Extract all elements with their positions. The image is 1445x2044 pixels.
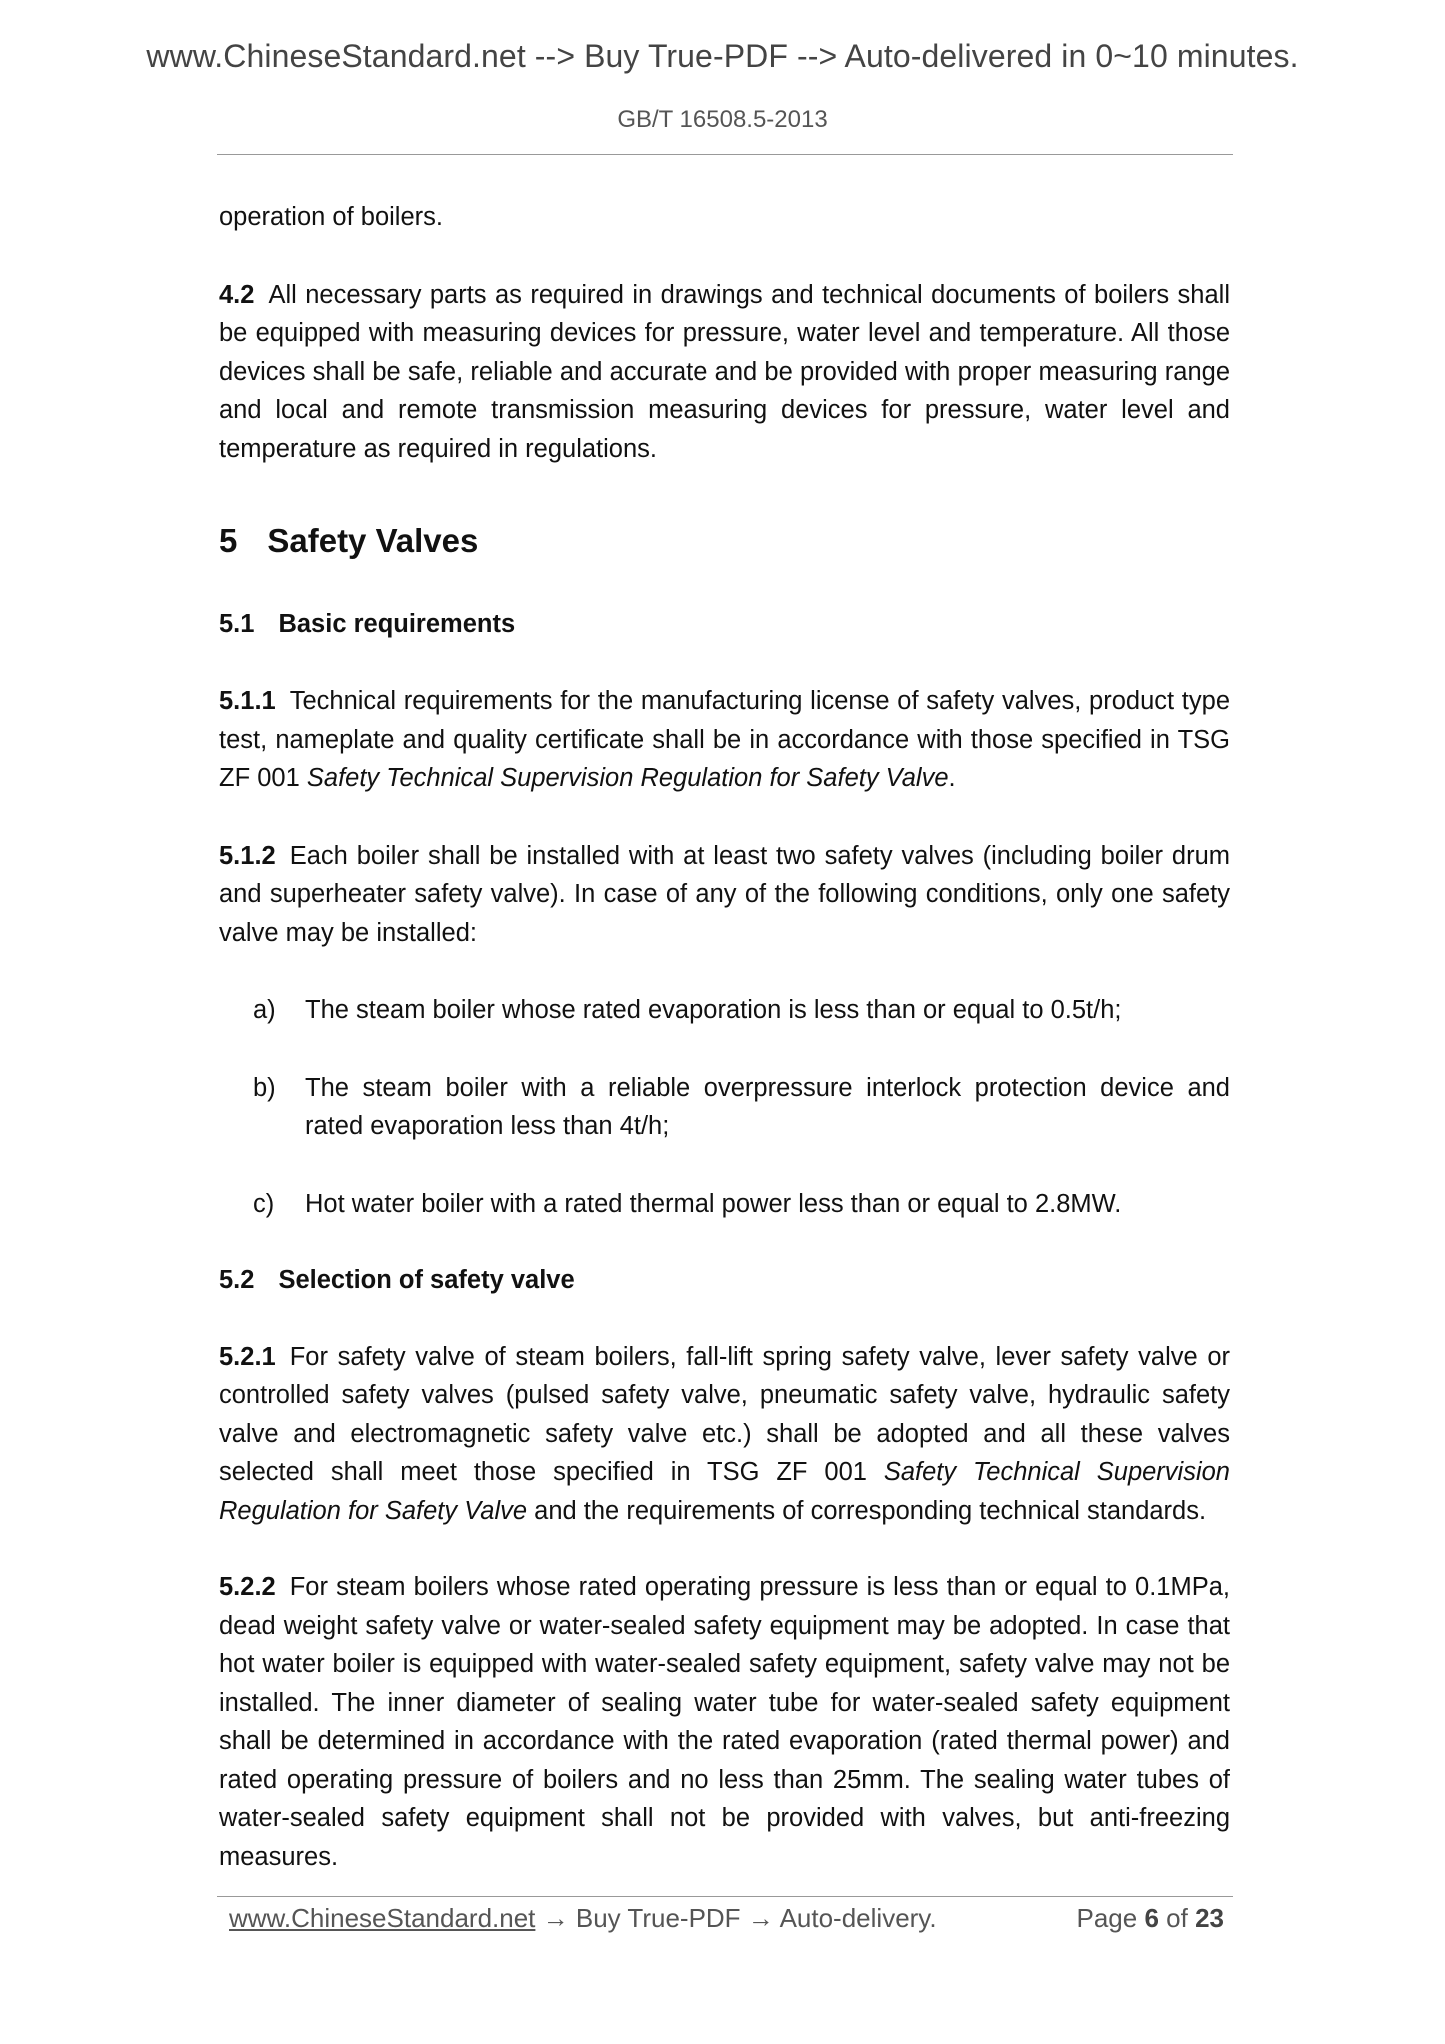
list-label: a) <box>253 996 276 1024</box>
section-5-2-heading <box>219 1261 1230 1300</box>
list-text: Hot water boiler with a rated thermal power less than or equal to 2.8MW. <box>305 1189 1122 1218</box>
header-divider <box>217 154 1233 155</box>
clause-number: 5.2.1 <box>219 1342 276 1371</box>
page-total: 23 <box>1195 1903 1224 1933</box>
clause-number: 5.2.2 <box>219 1573 276 1601</box>
page-word: Page <box>1076 1903 1138 1933</box>
regulation-title: Safety Technical Supervision Regulation for Safety Valve <box>219 1458 1230 1525</box>
standard-number: GB/T 16508.5-2013 <box>617 106 828 133</box>
footer-divider <box>217 1896 1233 1897</box>
of-word: of <box>1166 1903 1188 1933</box>
section-title: Basic requirements <box>278 609 516 638</box>
clause-text: All necessary parts as required in drawings and technical documents of boilers shall be equipped with measuring devices for pressure, water level and temperature. All those devices shall be safe, reliable and accurate and be provided with proper measuring range and local and remote transmission measuring devices for pressure, water level and temperature as required in regulations. <box>219 280 1230 463</box>
clause-text: For steam boilers whose rated operating pressure is less than or equal to 0.1MPa, dead weight safety valve or water-sealed safety equipment may be adopted. In case that hot water boiler is equipped with water-sealed safety equipment, safety valve may not be installed. The inner diameter of sealing water tube for water-sealed safety equipment shall be determined in accordance with the rated evaporation (rated thermal power) and rated operating pressure of boilers and no less than 25mm. The sealing water tubes of water-sealed safety equipment shall not be provided with valves, but anti-freezing measures. <box>219 1573 1230 1871</box>
clause-text: Each boiler shall be installed with at least two safety valves (including boiler drum and superheater safety valve). In case of any of the following conditions, only one safety valve may be installed: <box>219 841 1230 947</box>
clause-5-2-2 <box>219 1568 1230 1876</box>
clause-5-2-1 <box>219 1338 1230 1531</box>
continuation-text: operation of boilers. <box>219 203 443 231</box>
clause-text: Technical requirements for the manufacturing license of safety valves, product type test, nameplate and quality certificate shall be in accordance with those specified in TSG ZF 001 <box>219 687 1230 792</box>
list-item <box>219 1069 1230 1146</box>
section-title: Safety Valves <box>267 522 479 559</box>
list-label: b) <box>253 1073 276 1102</box>
clause-text-end: . <box>948 764 956 792</box>
document-body <box>219 198 1230 1876</box>
clause-number: 5.1.2 <box>219 841 276 870</box>
footer-buy-text: → Buy True-PDF → Auto-delivery. <box>535 1903 937 1933</box>
page-footer <box>229 1903 1224 1934</box>
clause-text: For safety valve of steam boilers, fall-lift spring safety valve, lever safety valve or controlled safety valves (pulsed safety valve, pneumatic safety valve, hydraulic safety valve and electromagnetic safety valve etc.) shall be adopted and all these valves selected shall meet those specified in TSG ZF 001 <box>219 1342 1230 1486</box>
page-number: 6 <box>1144 1903 1159 1933</box>
section-title: Selection of safety valve <box>278 1266 575 1294</box>
clause-4-2 <box>219 276 1230 469</box>
clause-number: 4.2 <box>219 280 255 309</box>
site-link[interactable]: www.ChineseStandard.net <box>229 1903 536 1933</box>
clause-number: 5.1.1 <box>219 687 276 715</box>
clause-text-end: and the requirements of corresponding technical standards. <box>527 1496 1207 1525</box>
clause-5-1-2 <box>219 837 1230 953</box>
footer-promo <box>229 1903 937 1934</box>
list-label: c) <box>253 1189 275 1218</box>
section-number: 5 <box>219 522 238 559</box>
regulation-title: Safety Technical Supervision Regulation for Safety Valve <box>306 764 949 792</box>
section-5-heading <box>219 522 1230 561</box>
section-5-1-heading <box>219 605 1230 644</box>
list-text: The steam boiler whose rated evaporation is less than or equal to 0.5t/h; <box>305 996 1122 1024</box>
section-number: 5.1 <box>219 609 255 638</box>
clause-5-1-1 <box>219 682 1230 798</box>
list-item <box>219 1185 1230 1224</box>
list-text: The steam boiler with a reliable overpressure interlock protection device and rated evaporation less than 4t/h; <box>305 1073 1230 1140</box>
section-number: 5.2 <box>219 1266 255 1294</box>
site-banner: www.ChineseStandard.net --> Buy True-PDF --> Auto-delivered in 0~10 minutes. <box>146 38 1299 74</box>
page-indicator <box>1076 1903 1224 1934</box>
list-item <box>219 991 1230 1030</box>
